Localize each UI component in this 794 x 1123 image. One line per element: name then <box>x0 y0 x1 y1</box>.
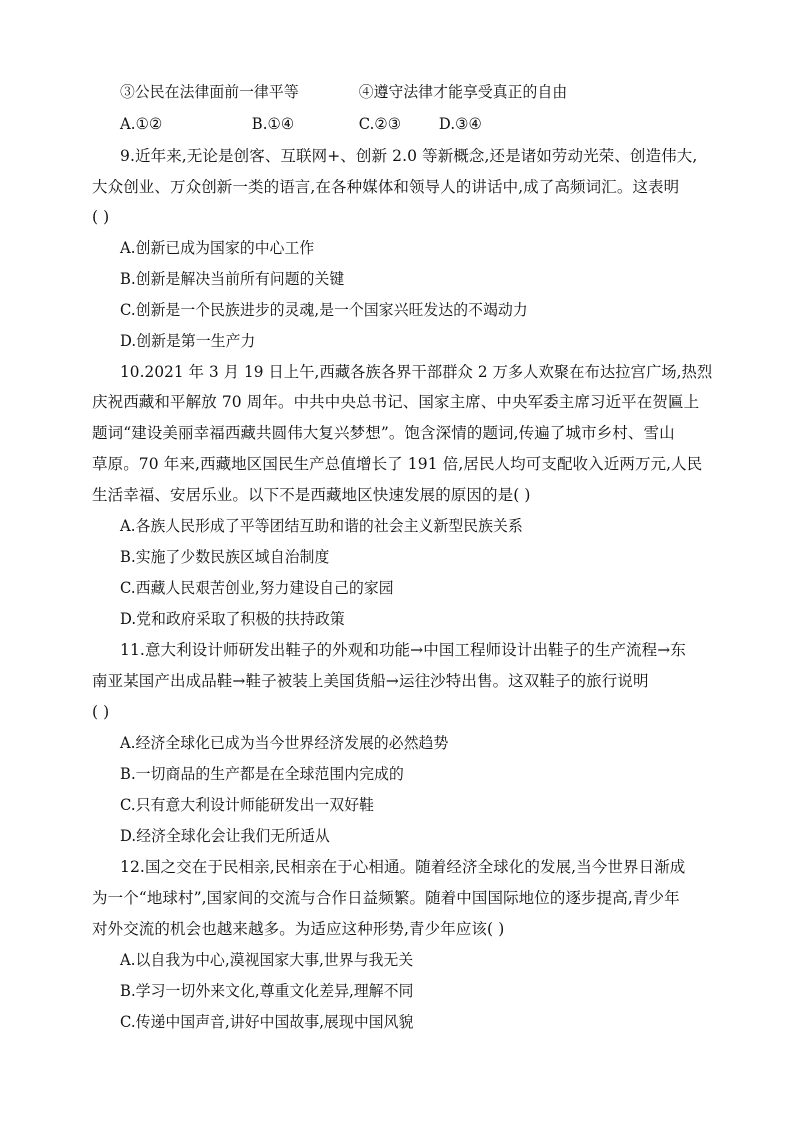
q8-statement-4: ④遵守法律才能享受真正的自由 <box>358 83 568 101</box>
q12-stem-line-3: 对外交流的机会也越来越多。为适应这种形势,青少年应该( ) <box>92 920 505 938</box>
q11-answer-paren: ( ) <box>92 703 110 721</box>
q8-choice-a: A.①② <box>120 115 163 133</box>
q9-answer-paren: ( ) <box>92 208 110 226</box>
q9-option-b: B.创新是解决当前所有问题的关键 <box>120 270 345 288</box>
q10-stem-line-1: 10.2021 年 3 月 19 日上午,西藏各族各界干部群众 2 万多人欢聚在布达拉宫广场,热烈 <box>120 363 713 381</box>
q12-option-c: C.传递中国声音,讲好中国故事,展现中国风貌 <box>120 1013 414 1031</box>
q10-option-c: C.西藏人民艰苦创业,努力建设自己的家园 <box>120 579 394 597</box>
q10-option-d: D.党和政府采取了积极的扶持政策 <box>120 610 345 628</box>
q8-choice-c: C.②③ <box>358 115 402 133</box>
q12-stem-line-1: 12.国之交在于民相亲,民相亲在于心相通。随着经济全球化的发展,当今世界日渐成 <box>120 858 686 876</box>
q8-statements-row <box>120 82 712 102</box>
q11-option-d: D.经济全球化会让我们无所适从 <box>120 827 330 845</box>
q8-choice-b: B.①④ <box>251 115 295 133</box>
q12-option-a: A.以自我为中心,漠视国家大事,世界与我无关 <box>120 951 414 969</box>
q10-option-a: A.各族人民形成了平等团结互助和谐的社会主义新型民族关系 <box>120 517 523 535</box>
q10-option-b: B.实施了少数民族区域自治制度 <box>120 548 330 566</box>
q12-option-b: B.学习一切外来文化,尊重文化差异,理解不同 <box>120 982 414 1000</box>
q9-stem-line-2: 大众创业、万众创新一类的语言,在各种媒体和领导人的讲话中,成了高频词汇。这表明 <box>92 178 680 196</box>
q10-stem-line-3: 题词“建设美丽幸福西藏共圆伟大复兴梦想”。饱含深情的题词,传遍了城市乡村、雪山 <box>92 424 675 442</box>
q12-stem-line-2: 为一个“地球村”,国家间的交流与合作日益频繁。随着中国国际地位的逐步提高,青少年 <box>92 889 680 907</box>
q9-option-d: D.创新是第一生产力 <box>120 332 256 350</box>
q11-stem-line-1: 11.意大利设计师研发出鞋子的外观和功能→中国工程师设计出鞋子的生产流程→东 <box>120 641 686 659</box>
q9-option-c: C.创新是一个民族进步的灵魂,是一个国家兴旺发达的不竭动力 <box>120 301 528 319</box>
q11-stem-line-2: 南亚某国产出成品鞋→鞋子被装上美国货船→运往沙特出售。这双鞋子的旅行说明 <box>92 672 649 690</box>
q10-stem-line-5: 生活幸福、安居乐业。以下不是西藏地区快速发展的原因的是( ) <box>92 486 531 504</box>
q8-choice-d: D.③④ <box>438 115 482 133</box>
q10-stem-line-4: 草原。70 年来,西藏地区国民生产总值增长了 191 倍,居民人均可支配收入近两万元,人民 <box>92 455 703 473</box>
q11-option-c: C.只有意大利设计师能研发出一双好鞋 <box>120 796 375 814</box>
q9-option-a: A.创新已成为国家的中心工作 <box>120 239 315 257</box>
q9-stem-line-1: 9.近年来,无论是创客、互联网+、创新 2.0 等新概念,还是诸如劳动光荣、创造伟大, <box>120 147 698 165</box>
q11-option-a: A.经济全球化已成为当今世界经济发展的必然趋势 <box>120 734 449 752</box>
q11-option-b: B.一切商品的生产都是在全球范围内完成的 <box>120 765 404 783</box>
q10-stem-line-2: 庆祝西藏和平解放 70 周年。中共中央总书记、国家主席、中央军委主席习近平在贺匾上 <box>92 393 700 411</box>
q8-statement-3: ③公民在法律面前一律平等 <box>120 83 299 101</box>
q8-choices-row <box>120 114 712 134</box>
